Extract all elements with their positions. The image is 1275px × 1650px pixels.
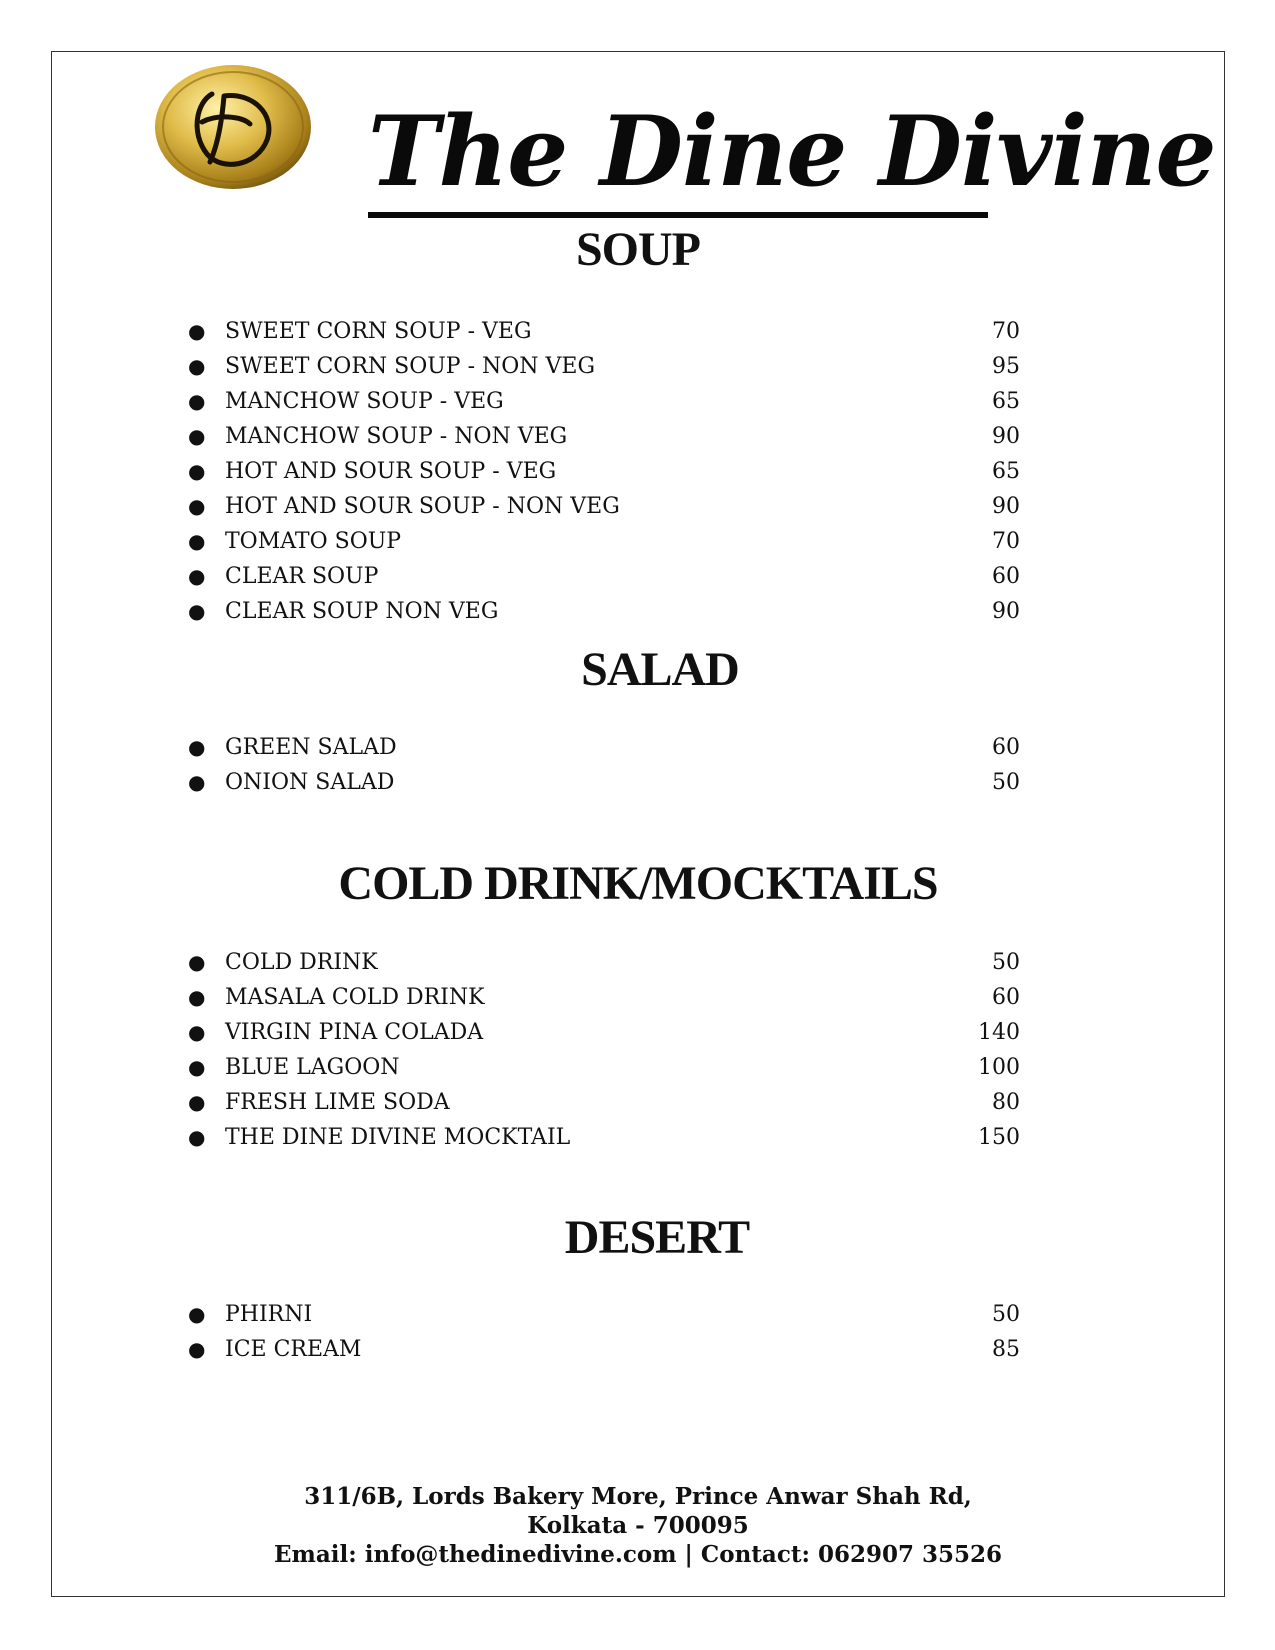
item-price: 65 [992,459,1020,484]
item-name: FRESH LIME SODA [225,1090,450,1115]
address-line-1: 311/6B, Lords Bakery More, Prince Anwar Shah Rd, [304,1483,972,1510]
footer-contact [51,1482,1225,1569]
item-name: HOT AND SOUR SOUP - VEG [225,459,557,484]
item-name: SWEET CORN SOUP - NON VEG [225,354,596,379]
item-price: 65 [992,389,1020,414]
bullet-icon: ● [188,599,206,623]
menu-list-soup [180,314,1020,629]
item-price: 70 [992,319,1020,344]
menu-item [180,765,1020,800]
section-title-cold-drinks: COLD DRINK/MOCKTAILS [338,857,938,910]
item-name: ONION SALAD [225,770,395,795]
bullet-icon: ● [188,735,206,759]
item-name: MASALA COLD DRINK [225,985,485,1010]
section-title-salad: SALAD [581,643,739,696]
menu-item [180,1332,1020,1367]
menu-item [180,945,1020,980]
item-name: MANCHOW SOUP - VEG [225,389,504,414]
bullet-icon: ● [188,770,206,794]
item-name: SWEET CORN SOUP - VEG [225,319,532,344]
bullet-icon: ● [188,950,206,974]
item-name: COLD DRINK [225,950,378,975]
menu-item [180,349,1020,384]
logo-emblem [152,62,314,192]
address-line-2: Kolkata - 700095 [527,1512,749,1539]
menu-item [180,1015,1020,1050]
menu-item [180,489,1020,524]
menu-item [180,419,1020,454]
bullet-icon: ● [188,1125,206,1149]
item-price: 90 [992,599,1020,624]
item-price: 85 [992,1337,1020,1362]
item-name: HOT AND SOUR SOUP - NON VEG [225,494,620,519]
item-price: 90 [992,424,1020,449]
item-price: 60 [992,985,1020,1010]
menu-item [180,524,1020,559]
bullet-icon: ● [188,985,206,1009]
item-name: GREEN SALAD [225,735,397,760]
bullet-icon: ● [188,424,206,448]
item-price: 50 [992,950,1020,975]
item-name: CLEAR SOUP NON VEG [225,599,499,624]
item-name: ICE CREAM [225,1337,362,1362]
menu-item [180,730,1020,765]
item-price: 150 [978,1125,1020,1150]
menu-item [180,314,1020,349]
bullet-icon: ● [188,564,206,588]
item-price: 100 [978,1055,1020,1080]
item-price: 80 [992,1090,1020,1115]
bullet-icon: ● [188,389,206,413]
menu-list-desert [180,1297,1020,1367]
menu-item [180,594,1020,629]
item-name: VIRGIN PINA COLADA [225,1020,484,1045]
contact-line: Email: info@thedinedivine.com | Contact: 062907 35526 [273,1541,1002,1568]
section-title-desert: DESERT [564,1211,750,1264]
menu-item [180,1050,1020,1085]
bullet-icon: ● [188,319,206,343]
menu-item [180,559,1020,594]
bullet-icon: ● [188,1337,206,1361]
item-price: 50 [992,1302,1020,1327]
bullet-icon: ● [188,354,206,378]
item-name: THE DINE DIVINE MOCKTAIL [225,1125,571,1150]
bullet-icon: ● [188,459,206,483]
bullet-icon: ● [188,529,206,553]
item-price: 60 [992,735,1020,760]
brand-name: The Dine Divine [368,95,1216,208]
item-name: BLUE LAGOON [225,1055,400,1080]
item-price: 50 [992,770,1020,795]
item-price: 60 [992,564,1020,589]
bullet-icon: ● [188,494,206,518]
item-name: TOMATO SOUP [225,529,402,554]
item-name: CLEAR SOUP [225,564,379,589]
menu-item [180,454,1020,489]
brand-title [368,95,1216,220]
section-title-soup: SOUP [575,223,700,276]
menu-item [180,1120,1020,1155]
bullet-icon: ● [188,1020,206,1044]
bullet-icon: ● [188,1090,206,1114]
item-price: 140 [978,1020,1020,1045]
item-name: PHIRNI [225,1302,313,1327]
item-name: MANCHOW SOUP - NON VEG [225,424,568,449]
menu-item [180,1085,1020,1120]
brand-underline [368,212,988,218]
bullet-icon: ● [188,1055,206,1079]
item-price: 70 [992,529,1020,554]
item-price: 95 [992,354,1020,379]
menu-list-cold-drinks [180,945,1020,1155]
bullet-icon: ● [188,1302,206,1326]
menu-item [180,1297,1020,1332]
menu-item [180,980,1020,1015]
item-price: 90 [992,494,1020,519]
menu-item [180,384,1020,419]
menu-list-salad [180,730,1020,800]
